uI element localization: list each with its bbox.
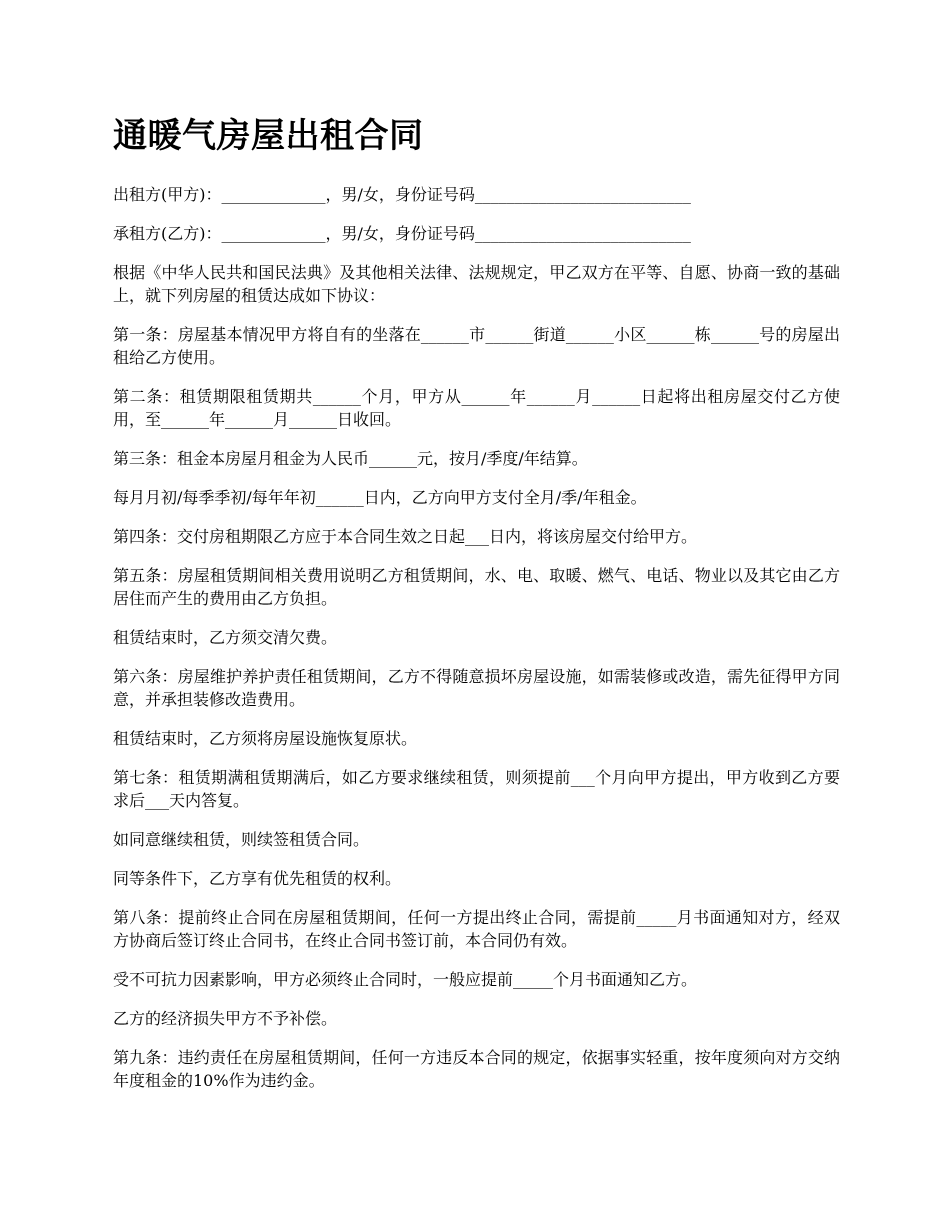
- clause-paragraph: 如同意继续租赁，则续签租赁合同。: [113, 830, 370, 849]
- clause-paragraph: 第二条：租赁期限租赁期共______个月，甲方从______年______月______日起将出租房屋交付乙方使用，至______年______月______日收回。: [113, 387, 840, 429]
- clause-paragraph: 第六条：房屋维护养护责任租赁期间，乙方不得随意损坏房屋设施，如需装修或改造，需先征得甲方同意，并承担装修改造费用。: [113, 667, 840, 709]
- clause-paragraph: 第九条：违约责任在房屋租赁期间，任何一方违反本合同的规定，依据事实轻重，按年度须向对方交纳年度租金的10%作为违约金。: [113, 1048, 840, 1090]
- document-page: [113, 108, 840, 1108]
- clause-paragraph: 同等条件下，乙方享有优先租赁的权利。: [113, 869, 402, 888]
- clause-paragraph: 每月月初/每季季初/每年年初______日内，乙方向甲方支付全月/季/年租金。: [113, 488, 647, 507]
- clause-paragraph: 受不可抗力因素影响，甲方必须终止合同时，一般应提前_____个月书面通知乙方。: [113, 970, 698, 989]
- clause-paragraph: 第五条：房屋租赁期间相关费用说明乙方租赁期间，水、电、取暖、燃气、电话、物业以及其它由乙方居住而产生的费用由乙方负担。: [113, 566, 840, 608]
- clause-paragraph: 出租方(甲方)：_____________，男/女，身份证号码___________________________: [113, 185, 691, 204]
- clause-paragraph: 根据《中华人民共和国民法典》及其他相关法律、法规规定，甲乙双方在平等、自愿、协商一致的基础上，就下列房屋的租赁达成如下协议：: [113, 263, 840, 305]
- clause-paragraph: 租赁结束时，乙方须交清欠费。: [113, 628, 338, 647]
- clause-paragraph: 租赁结束时，乙方须将房屋设施恢复原状。: [113, 729, 418, 748]
- clause-paragraph: 乙方的经济损失甲方不予补偿。: [113, 1009, 338, 1028]
- clause-paragraph: 第四条：交付房租期限乙方应于本合同生效之日起___日内，将该房屋交付给甲方。: [113, 527, 698, 546]
- clause-paragraph: 第三条：租金本房屋月租金为人民币______元，按月/季度/年结算。: [113, 449, 588, 468]
- clause-paragraph: 第七条：租赁期满租赁期满后，如乙方要求继续租赁，则须提前___个月向甲方提出，甲方收到乙方要求后___天内答复。: [113, 768, 840, 810]
- clause-paragraph: 承租方(乙方)：_____________，男/女，身份证号码___________________________: [113, 224, 691, 243]
- document-title: 通暖气房屋出租合同: [113, 116, 424, 156]
- clause-paragraph: 第一条：房屋基本情况甲方将自有的坐落在______市______街道______小区______栋______号的房屋出租给乙方使用。: [113, 325, 840, 367]
- clause-paragraph: 第八条：提前终止合同在房屋租赁期间，任何一方提出终止合同，需提前_____月书面通知对方，经双方协商后签订终止合同书，在终止合同书签订前，本合同仍有效。: [113, 908, 840, 950]
